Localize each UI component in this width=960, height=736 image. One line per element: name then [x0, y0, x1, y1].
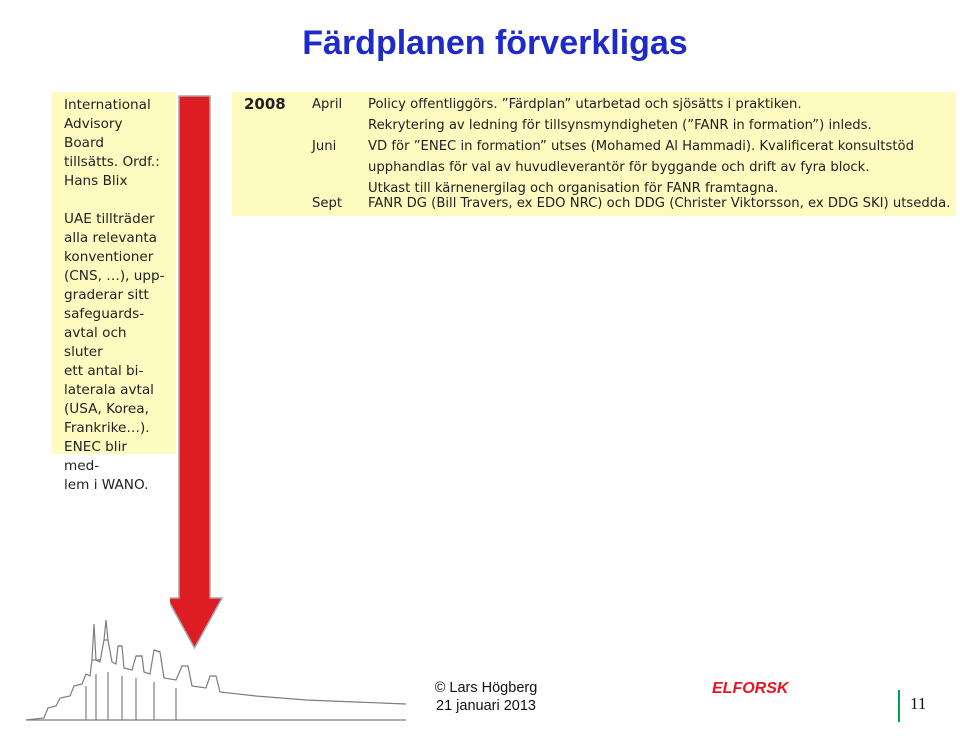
timeline-row: [232, 157, 956, 178]
sidebar-line: International: [64, 97, 151, 113]
sidebar-line: lem i WANO.: [64, 477, 149, 493]
timeline-text: Policy offentliggörs. ”Färdplan” utarbetad och sjösätts i praktiken.: [368, 97, 802, 112]
slide-title: Färdplanen förverkligas: [302, 24, 688, 62]
sidebar-line: avtal och sluter: [64, 325, 127, 360]
sidebar-line: ett antal bi-: [64, 363, 144, 379]
sidebar-line: alla relevanta: [64, 230, 157, 246]
timeline-row: [232, 193, 956, 214]
sidebar-line: safeguards-: [64, 306, 145, 322]
timeline-row: [232, 115, 956, 136]
sidebar-line: Frankrike…).: [64, 420, 150, 436]
timeline-box: [232, 92, 956, 216]
uppsala-skyline-icon: [26, 616, 406, 726]
sidebar-line: Advisory Board: [64, 116, 123, 151]
sidebar-spacer: [64, 191, 166, 210]
sidebar-line: (USA, Korea,: [64, 401, 149, 417]
sidebar-line: laterala avtal: [64, 382, 154, 398]
elforsk-logo: ELFORSK: [712, 680, 789, 697]
timeline-month: April: [312, 97, 343, 112]
timeline-text: Rekrytering av ledning för tillsynsmyndigheten (”FANR in formation”) inleds.: [368, 118, 872, 133]
sidebar-line: Hans Blix: [64, 173, 128, 189]
footer-date: 21 januari 2013: [436, 698, 536, 714]
timeline-month: Sept: [312, 196, 343, 211]
sidebar-line: (CNS, …), upp-: [64, 268, 165, 284]
timeline-row: [232, 94, 956, 115]
sidebar-line: konventioner: [64, 249, 154, 265]
sidebar-line: graderar sitt: [64, 287, 149, 303]
timeline-arrow-icon: [170, 92, 232, 662]
sidebar-line: ENEC blir med-: [64, 439, 127, 474]
timeline-year: 2008: [244, 95, 286, 113]
timeline-text: Utkast till kärnenergilag och organisation för FANR framtagna.: [368, 181, 779, 196]
sidebar-line: UAE tillträder: [64, 211, 155, 227]
timeline-text: FANR DG (Bill Travers, ex EDO NRC) och DDG (Christer Viktorsson, ex DDG SKI) utsedda.: [368, 196, 951, 211]
timeline-row: [232, 136, 956, 157]
timeline-month: Juni: [312, 139, 337, 154]
footer-author: © Lars Högberg: [434, 680, 538, 696]
page-number: 11: [910, 694, 927, 713]
timeline-text: VD för ”ENEC in formation” utses (Mohamed Al Hammadi). Kvalificerat konsultstöd: [368, 139, 914, 154]
sidebar-line: tillsätts. Ordf.:: [64, 154, 160, 170]
sidebar-note: [52, 92, 176, 493]
timeline-text: upphandlas för val av huvudleverantör för byggande och drift av fyra block.: [368, 160, 870, 175]
